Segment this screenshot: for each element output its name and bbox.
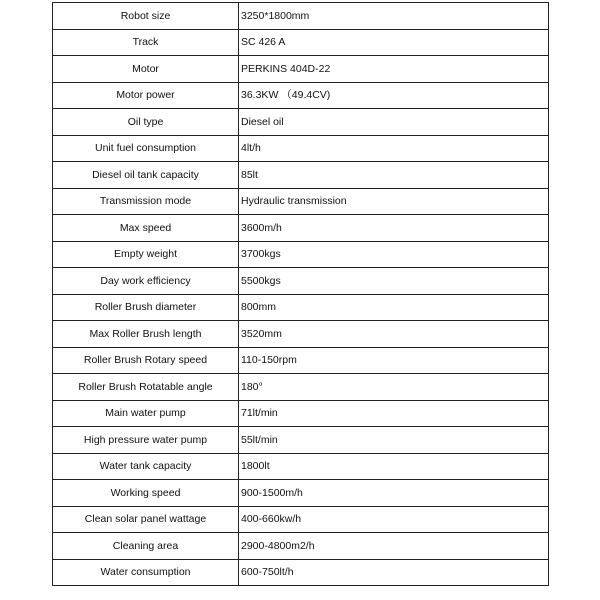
table-row [53, 480, 549, 507]
table-row [53, 453, 549, 480]
spec-value: 85lt [239, 162, 549, 189]
spec-label: High pressure water pump [53, 427, 239, 454]
spec-label: Cleaning area [53, 533, 239, 560]
spec-label: Max speed [53, 215, 239, 242]
table-row [53, 400, 549, 427]
spec-value: 900-1500m/h [239, 480, 549, 507]
spec-label: Max Roller Brush length [53, 321, 239, 348]
spec-label: Roller Brush Rotatable angle [53, 374, 239, 401]
table-row [53, 3, 549, 30]
spec-label: Roller Brush Rotary speed [53, 347, 239, 374]
spec-label: Water consumption [53, 559, 239, 586]
table-row [53, 374, 549, 401]
spec-value: PERKINS 404D-22 [239, 56, 549, 83]
spec-value: 55lt/min [239, 427, 549, 454]
spec-value: 5500kgs [239, 268, 549, 295]
spec-label: Empty weight [53, 241, 239, 268]
spec-value: 180° [239, 374, 549, 401]
spec-table [52, 2, 549, 586]
spec-label: Diesel oil tank capacity [53, 162, 239, 189]
spec-value: 1800lt [239, 453, 549, 480]
spec-value: 3250*1800mm [239, 3, 549, 30]
spec-value: 71lt/min [239, 400, 549, 427]
spec-value: 36.3KW （49.4CV) [239, 82, 549, 109]
table-row [53, 82, 549, 109]
spec-value: 3600m/h [239, 215, 549, 242]
table-row [53, 241, 549, 268]
spec-value: 600-750lt/h [239, 559, 549, 586]
table-row [53, 294, 549, 321]
spec-label: Main water pump [53, 400, 239, 427]
spec-label: Working speed [53, 480, 239, 507]
spec-value: Diesel oil [239, 109, 549, 136]
table-row [53, 188, 549, 215]
table-row [53, 559, 549, 586]
spec-value: 800mm [239, 294, 549, 321]
table-row [53, 533, 549, 560]
table-row [53, 427, 549, 454]
spec-value: 110-150rpm [239, 347, 549, 374]
table-row [53, 506, 549, 533]
spec-label: Clean solar panel wattage [53, 506, 239, 533]
spec-label: Transmission mode [53, 188, 239, 215]
spec-label: Oil type [53, 109, 239, 136]
spec-label: Day work efficiency [53, 268, 239, 295]
table-row [53, 135, 549, 162]
table-row [53, 109, 549, 136]
table-row [53, 321, 549, 348]
table-row [53, 347, 549, 374]
spec-value: 3700kgs [239, 241, 549, 268]
table-row [53, 29, 549, 56]
spec-label: Unit fuel consumption [53, 135, 239, 162]
spec-value: 3520mm [239, 321, 549, 348]
spec-label: Motor power [53, 82, 239, 109]
spec-label: Water tank capacity [53, 453, 239, 480]
spec-value: Hydraulic transmission [239, 188, 549, 215]
spec-label: Robot size [53, 3, 239, 30]
spec-label: Roller Brush diameter [53, 294, 239, 321]
table-row [53, 56, 549, 83]
spec-label: Motor [53, 56, 239, 83]
table-row [53, 215, 549, 242]
table-row [53, 268, 549, 295]
spec-value: SC 426 A [239, 29, 549, 56]
spec-value: 2900-4800m2/h [239, 533, 549, 560]
spec-label: Track [53, 29, 239, 56]
spec-value: 400-660kw/h [239, 506, 549, 533]
spec-value: 4lt/h [239, 135, 549, 162]
table-row [53, 162, 549, 189]
